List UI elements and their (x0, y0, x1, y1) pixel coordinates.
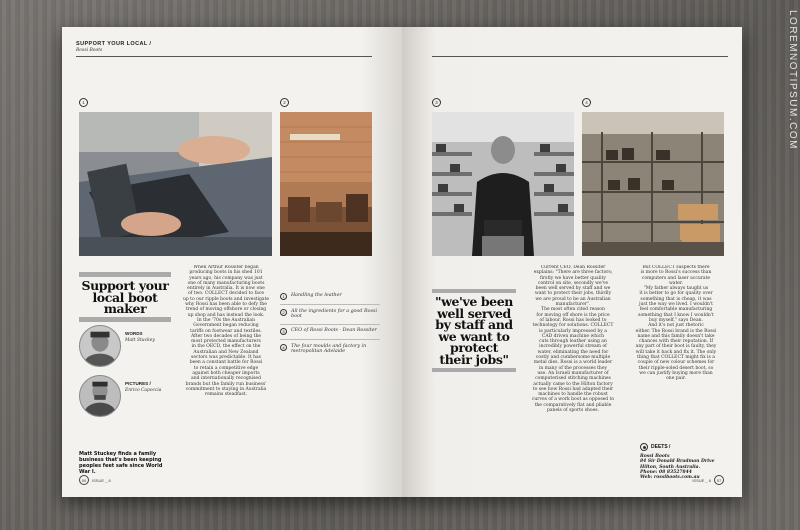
left-page (62, 27, 402, 497)
photo-badge-1: 1 (79, 98, 88, 107)
magazine-spread (62, 27, 742, 497)
photo-badge-4: 4 (582, 98, 591, 107)
credit-name: Matt Stuckey (125, 338, 155, 343)
caption-text: All the ingredients for a good Rossi boot (291, 308, 377, 320)
caption-number: 3 (280, 328, 287, 335)
title-bar-bottom (79, 317, 171, 322)
photo-boot-ingredients (280, 112, 372, 256)
caption-item (280, 309, 380, 320)
issue-label: ISSUE _ 6 (692, 477, 711, 483)
deets-title: DEETS / (651, 444, 671, 450)
header-rule (432, 56, 728, 57)
credit-words (79, 325, 171, 373)
deets-line: Rossi Boots (640, 454, 670, 459)
caption-number: 4 (280, 344, 287, 351)
caption-item (280, 328, 380, 335)
deets-line: Web: rossiboots.com.au (640, 475, 700, 481)
caption-divider (280, 339, 380, 340)
photo-leather-handling (79, 112, 272, 256)
pull-quote-block (432, 289, 516, 372)
body-column-2: Current CEO, Dean Rossiter explains: "There are three factors; firstly we have better quality control on site, secondly we've been well served by staff and we want to protect their jobs, thirdly we are proud to be an Australian manufacturer". The most often cited reason for moving off shore is the price of labour. Rossi has looked to technology for solutions. COLLECT is particularly impressed by a CAD driven machine which cuts through leather using an incredibly powerful stream of water, eliminating the need for costly and cumbersome multiple metal dies. Rossi is a world leader in many of the processes they use. An Israeli manufacturer of computerised stitching machines actually came to the Hilton factory to see how Rossi had adapted their machines to handle the robust curves of a work boot as opposed to the comparatively flat and pliable panels of sports shoes. (531, 265, 615, 414)
body-column-1: When Arthur Rossiter began producing boots in his shed 101 years ago, his company was just one of many manufacturing boots entirely in Australia. It is now one of two. COLLECT decided to face up to our ripple boots and investigate why Rossi has been able to defy the trend of moving offshore or closing up shop and has instead the look. In the '70s the Australian Government began reducing tariffs on footwear and textiles. After two decades of being the most protected manufacturers in the OECD, the effect on the Australian and New Zealand sectors was predictable. It has been a constant battle for Rossi to retain a competitive edge against both cheaper imports and internationally recognised brands but the family run business' commitment to staying in Australia remains steadfast. (182, 265, 270, 398)
caption-text: CEO of Rossi Boots - Dean Rossiter (291, 328, 377, 334)
photo-badge-3: 3 (432, 98, 441, 107)
deets-line: 84 Sir Donald Bradman Drive (640, 459, 715, 465)
page-number: 57 (714, 475, 724, 485)
right-page-footer (692, 475, 724, 485)
credit-name: Enrico Capoccia (125, 388, 162, 393)
caption-number: 2 (280, 309, 287, 316)
subsection-label: Bossi Boots (76, 48, 103, 53)
photo-ceo-portrait (432, 112, 574, 256)
caption-number: 1 (280, 293, 287, 300)
watermark: LOREMNOTIPSUM.COM (787, 10, 798, 150)
caption-item (280, 293, 380, 300)
photo-badge-2: 2 (280, 98, 289, 107)
pin-icon (640, 443, 648, 451)
article-intro: Matt Stuckey finds a family business that's been keeping peoples feet safe since World War I. (79, 451, 163, 475)
pull-quote-bar-bottom (432, 368, 516, 372)
photo-caption-list (280, 293, 380, 359)
right-page (402, 27, 742, 497)
left-page-footer (79, 475, 111, 485)
caption-item (280, 344, 380, 355)
body-column-3: But COLLECT suspects there is more to Rossi's success than computers and laser accurate water. "My father always taught us it is better to go for quality over something that is cheap, it was just the way we lived. I wouldn't feel comfortable manufacturing something that I know I wouldn't buy myself," says Dean. And it's not just rhetoric either. The Rossi brand is the Rossi name and this family doesn't take chances with their reputation. If any part of their boot is faulty, they will take it back and fix it. The only thing that COLLECT might fix is a couple of new colour schemes for their ripple-soled desert boot, so we can justify buying more than one pair. (635, 265, 717, 382)
caption-divider (280, 324, 380, 325)
credit-role: PICTURES / (125, 381, 151, 386)
page-number: 50 (79, 475, 89, 485)
deets-line: Phone: 08 83527844 (640, 469, 692, 475)
credit-role: WORDS (125, 331, 143, 336)
article-title-block (79, 272, 171, 322)
avatar (79, 325, 121, 367)
section-label: SUPPORT YOUR LOCAL / (76, 41, 152, 47)
caption-text: The four moulds and factory in metropolitan Adelaide (291, 343, 367, 355)
caption-divider (280, 304, 380, 305)
photo-factory-moulds (582, 112, 724, 256)
article-title: Support your local boot maker (81, 278, 169, 316)
header-rule (76, 56, 372, 57)
pull-quote: "we've been well served by staff and we want to protect their jobs" (435, 294, 513, 367)
credit-pictures (79, 375, 171, 423)
caption-text: Handling the leather (291, 293, 342, 298)
avatar (79, 375, 121, 417)
issue-label: ISSUE _ 6 (92, 477, 111, 483)
deets-header (640, 443, 720, 451)
deets-line: Hilton, South Australia. (640, 464, 701, 470)
